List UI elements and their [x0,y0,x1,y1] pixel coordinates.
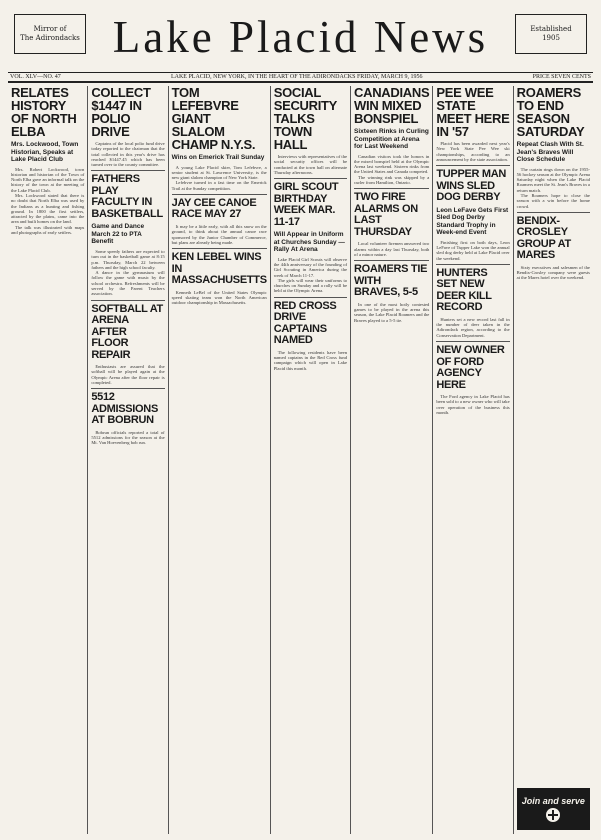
article-body [436,394,509,415]
article-paragraph: The talk was illustrated with maps and photographs of early settlers. [11,224,85,236]
article-paragraph: Mrs. Robert Lockwood, town historian and historian of the Town of North Elba gave an informal talk on the history of the town at the meeting of the Lake Placid Club. [11,166,85,193]
article-body [274,154,347,175]
story-divider [354,260,429,261]
story-divider [517,212,590,213]
column-5 [351,86,433,834]
article-paragraph: Hunters set a new record last fall in the number of deer taken in the Adirondack region, according to the Conservation Department. [436,316,510,338]
article-paragraph: Sixty executives and salesmen of the Bendix-Crosley company were guests at the Mares hotel over the weekend. [516,264,590,281]
article-body [172,165,267,191]
left-ear-line-2: The Adirondacks [20,34,80,42]
article-paragraph: Placid has been awarded next year's New York State Pee Wee ski championships, according to an announcement by the state association. [436,141,510,162]
story-divider [274,297,347,298]
newspaper-title: Lake Placid News [112,12,489,62]
subheadline: Leon LeFave Gets First Sled Dog Derby Standard Trophy in Week-end Event [436,206,509,237]
headline: PEE WEE STATE MEET HERE IN '57 [436,85,510,139]
article-paragraph: Lake Placid Girl Scouts will observe the 44th anniversary of the founding of Girl Scouting in America during the week of March 11-17. [273,256,348,278]
article-body [354,241,429,257]
headline: JAY CEE CANOE RACE MAY 27 [171,196,257,221]
headline: HUNTERS SET NEW DEER KILL RECORD [436,266,492,314]
article-paragraph: Bobrun officials reported a total of 5512 admissions for the season at the Mt. Van Hoevenberg bob run. [91,429,165,446]
article-paragraph: A dance in the gymnasium will follow the game with music by the school orchestra. Refreshments will be served by the Parent Teachers association. [91,270,165,297]
article-body [517,265,590,281]
article-body [517,167,590,209]
right-ear-line-1: Established [530,25,572,34]
price: PRICE SEVEN CENTS [532,74,591,80]
column-6 [433,86,513,834]
red-cross-icon [546,808,560,822]
story-divider [274,178,347,179]
headline: 5512 ADMISSIONS AT BOBRUN [91,391,158,427]
story-divider [354,188,429,189]
column-4 [271,86,351,834]
headline: CANADIANS WIN MIXED BONSPIEL [354,85,430,126]
dateline: LAKE PLACID, NEW YORK, IN THE HEART OF THE ADIRONDACKS FRIDAY, MARCH 9, 1956 [170,74,423,80]
headline: ROAMERS TO END SEASON SATURDAY [516,85,585,139]
subheadline: Sixteen Rinks in Curling Competition at Arena for Last Weekend [354,128,429,150]
headline: COLLECT $1447 IN POLIO DRIVE [91,85,151,139]
article-paragraph: The girls will wear their uniforms to churches on Sunday and a rally will be held at the Olympic Arena. [273,277,348,294]
article-body [91,249,164,297]
article-body [274,350,347,371]
headline: FATHERS PLAY FACULTY IN BASKETBALL [91,173,163,220]
red-cross-badge [517,788,590,830]
article-body [354,154,429,186]
article-body [11,167,84,236]
subheadline: Game and Dance March 22 to PTA Benefit [91,223,145,246]
left-ear-box [14,14,86,54]
article-paragraph: Interviews with representatives of the social security offices will be conducted at the town hall on alternate Thursday afternoons. [273,154,348,175]
headline: BENDIX-CROSLEY GROUP AT MARES [516,214,571,262]
article-body [91,364,164,385]
article-paragraph: The curtain rings down on the 1955-56 hockey season at the Olympic Arena Saturday night when the Lake Placid Roamers meet the St. Jean's Braves in a return match. [516,166,590,193]
article-paragraph: Captains of the local polio fund drive today reported to the chairman that the total collected in this year's drive has reached $1447.45 which has been turned over to the county committee. [91,141,165,168]
article-paragraph: Kenneth LeBel of the United States Olympic speed skating team won the North American outdoor championship in Massachusetts. [171,289,267,306]
article-paragraph: The Roamers hope to close the season with a win before the home crowd. [516,192,590,209]
column-7 [514,86,593,834]
headline: TWO FIRE ALARMS ON LAST THURSDAY [354,191,418,238]
article-body [91,141,164,167]
story-divider [91,388,164,389]
story-divider [91,300,164,301]
column-1 [8,86,88,834]
volume-number: VOL. XLV—NO. 47 [10,74,61,80]
article-body [172,224,267,245]
column-3 [169,86,271,834]
article-paragraph: Local volunteer firemen answered two alarms within a day last Thursday, both of a minor nature. [354,241,430,257]
headline: RED CROSS DRIVE CAPTAINS NAMED [273,299,337,347]
story-divider [172,248,267,249]
headline: NEW OWNER OF FORD AGENCY HERE [436,344,505,391]
article-body [436,240,509,261]
headline: TOM LEFEBVRE GIANT SLALOM CHAMP N.Y.S. [171,85,256,152]
headline: TUPPER MAN WINS SLED DOG DERBY [436,168,507,204]
headline: SOFTBALL AT ARENA AFTER FLOOR REPAIR [91,302,163,361]
folio-line [8,72,593,83]
badge-text: Join and serve [521,796,585,806]
story-divider [436,264,509,265]
article-body [436,317,509,338]
article-paragraph: A young Lake Placid skier, Tom Lefebvre, a senior student at St. Lawrence University, is the new giant slalom champion of New York State. [171,164,267,181]
headline: SOCIAL SECURITY TALKS TOWN HALL [273,85,337,152]
article-body [354,302,429,323]
subheadline: Wins on Emerick Trail Sunday [171,154,265,161]
article-columns [8,86,593,834]
article-paragraph: Enthusiasts are assured that the softball will be played again at the Olympic Arena after the floor repair is completed. [91,364,165,386]
article-paragraph: The Ford agency in Lake Placid has been sold to a new owner who will take over operation of the business this month. [436,394,510,415]
subheadline: Will Appear in Uniform at Churches Sunday — Rally At Arena [273,231,345,254]
article-body [274,257,347,294]
story-divider [172,194,267,195]
story-divider [91,170,164,171]
article-paragraph: Lefebvre turned in a fast time on the Emerick Trail at the Sunday competition. [171,180,267,191]
headline: GIRL SCOUT BIRTHDAY WEEK MAR. 11-17 [273,181,339,228]
headline: RELATES HISTORY OF NORTH ELBA [11,85,77,139]
article-paragraph: It may be a little early, with all this snow on the ground, to think about the annual canoe race sponsored by the Junior Chamber of Commerce, but plans are already being made. [171,223,267,245]
story-divider [436,165,509,166]
right-ear-line-2: 1905 [542,34,560,42]
article-body [91,430,164,446]
article-body [436,141,509,162]
headline: ROAMERS TIE WITH BRAVES, 5-5 [354,263,428,299]
article-body [172,290,267,306]
article-paragraph: Some speedy fathers are expected to turn out in the basketball game at 8:15 p.m. Thursday, March 22 between fathers and the high school faculty. [91,248,165,270]
subheadline: Repeat Clash With St. Jean's Braves Will Close Schedule [516,141,584,163]
story-divider [436,341,509,342]
masthead [8,4,593,84]
article-paragraph: Finishing first on both days, Leon LeFave of Tupper Lake won the annual sled dog derby held at Lake Placid over the weekend. [436,239,510,261]
article-paragraph: Canadian visitors took the honors in the mixed bonspiel held at the Olympic Arena last weekend. Sixteen rinks from the United States and Canada competed. [354,153,430,175]
right-ear-box [515,14,587,54]
headline: KEN LEBEL WINS IN MASSACHUSETTS [171,251,267,287]
left-ear-line-1: Mirror of [33,25,67,34]
subheadline: Mrs. Lockwood, Town Historian, Speaks at Lake Placid Club [11,141,79,163]
article-paragraph: The following residents have been named captains in the Red Cross fund campaign which will open in Lake Placid this month. [273,349,348,371]
article-paragraph: The winning rink was skipped by a curler from Hamilton, Ontario. [354,174,430,185]
column-2 [88,86,168,834]
article-paragraph: In one of the most hotly contested games to be played in the arena this season, the Lake Placid Roamers and the Braves played to a 5-5 tie. [354,301,430,323]
article-paragraph: Mrs. Lockwood stated that there is no doubt that North Elba was used by the Indians as a hunting and fishing ground. In 1800 the first settlers, attracted by the plains, came into the area and built homes on the land. [11,192,85,225]
